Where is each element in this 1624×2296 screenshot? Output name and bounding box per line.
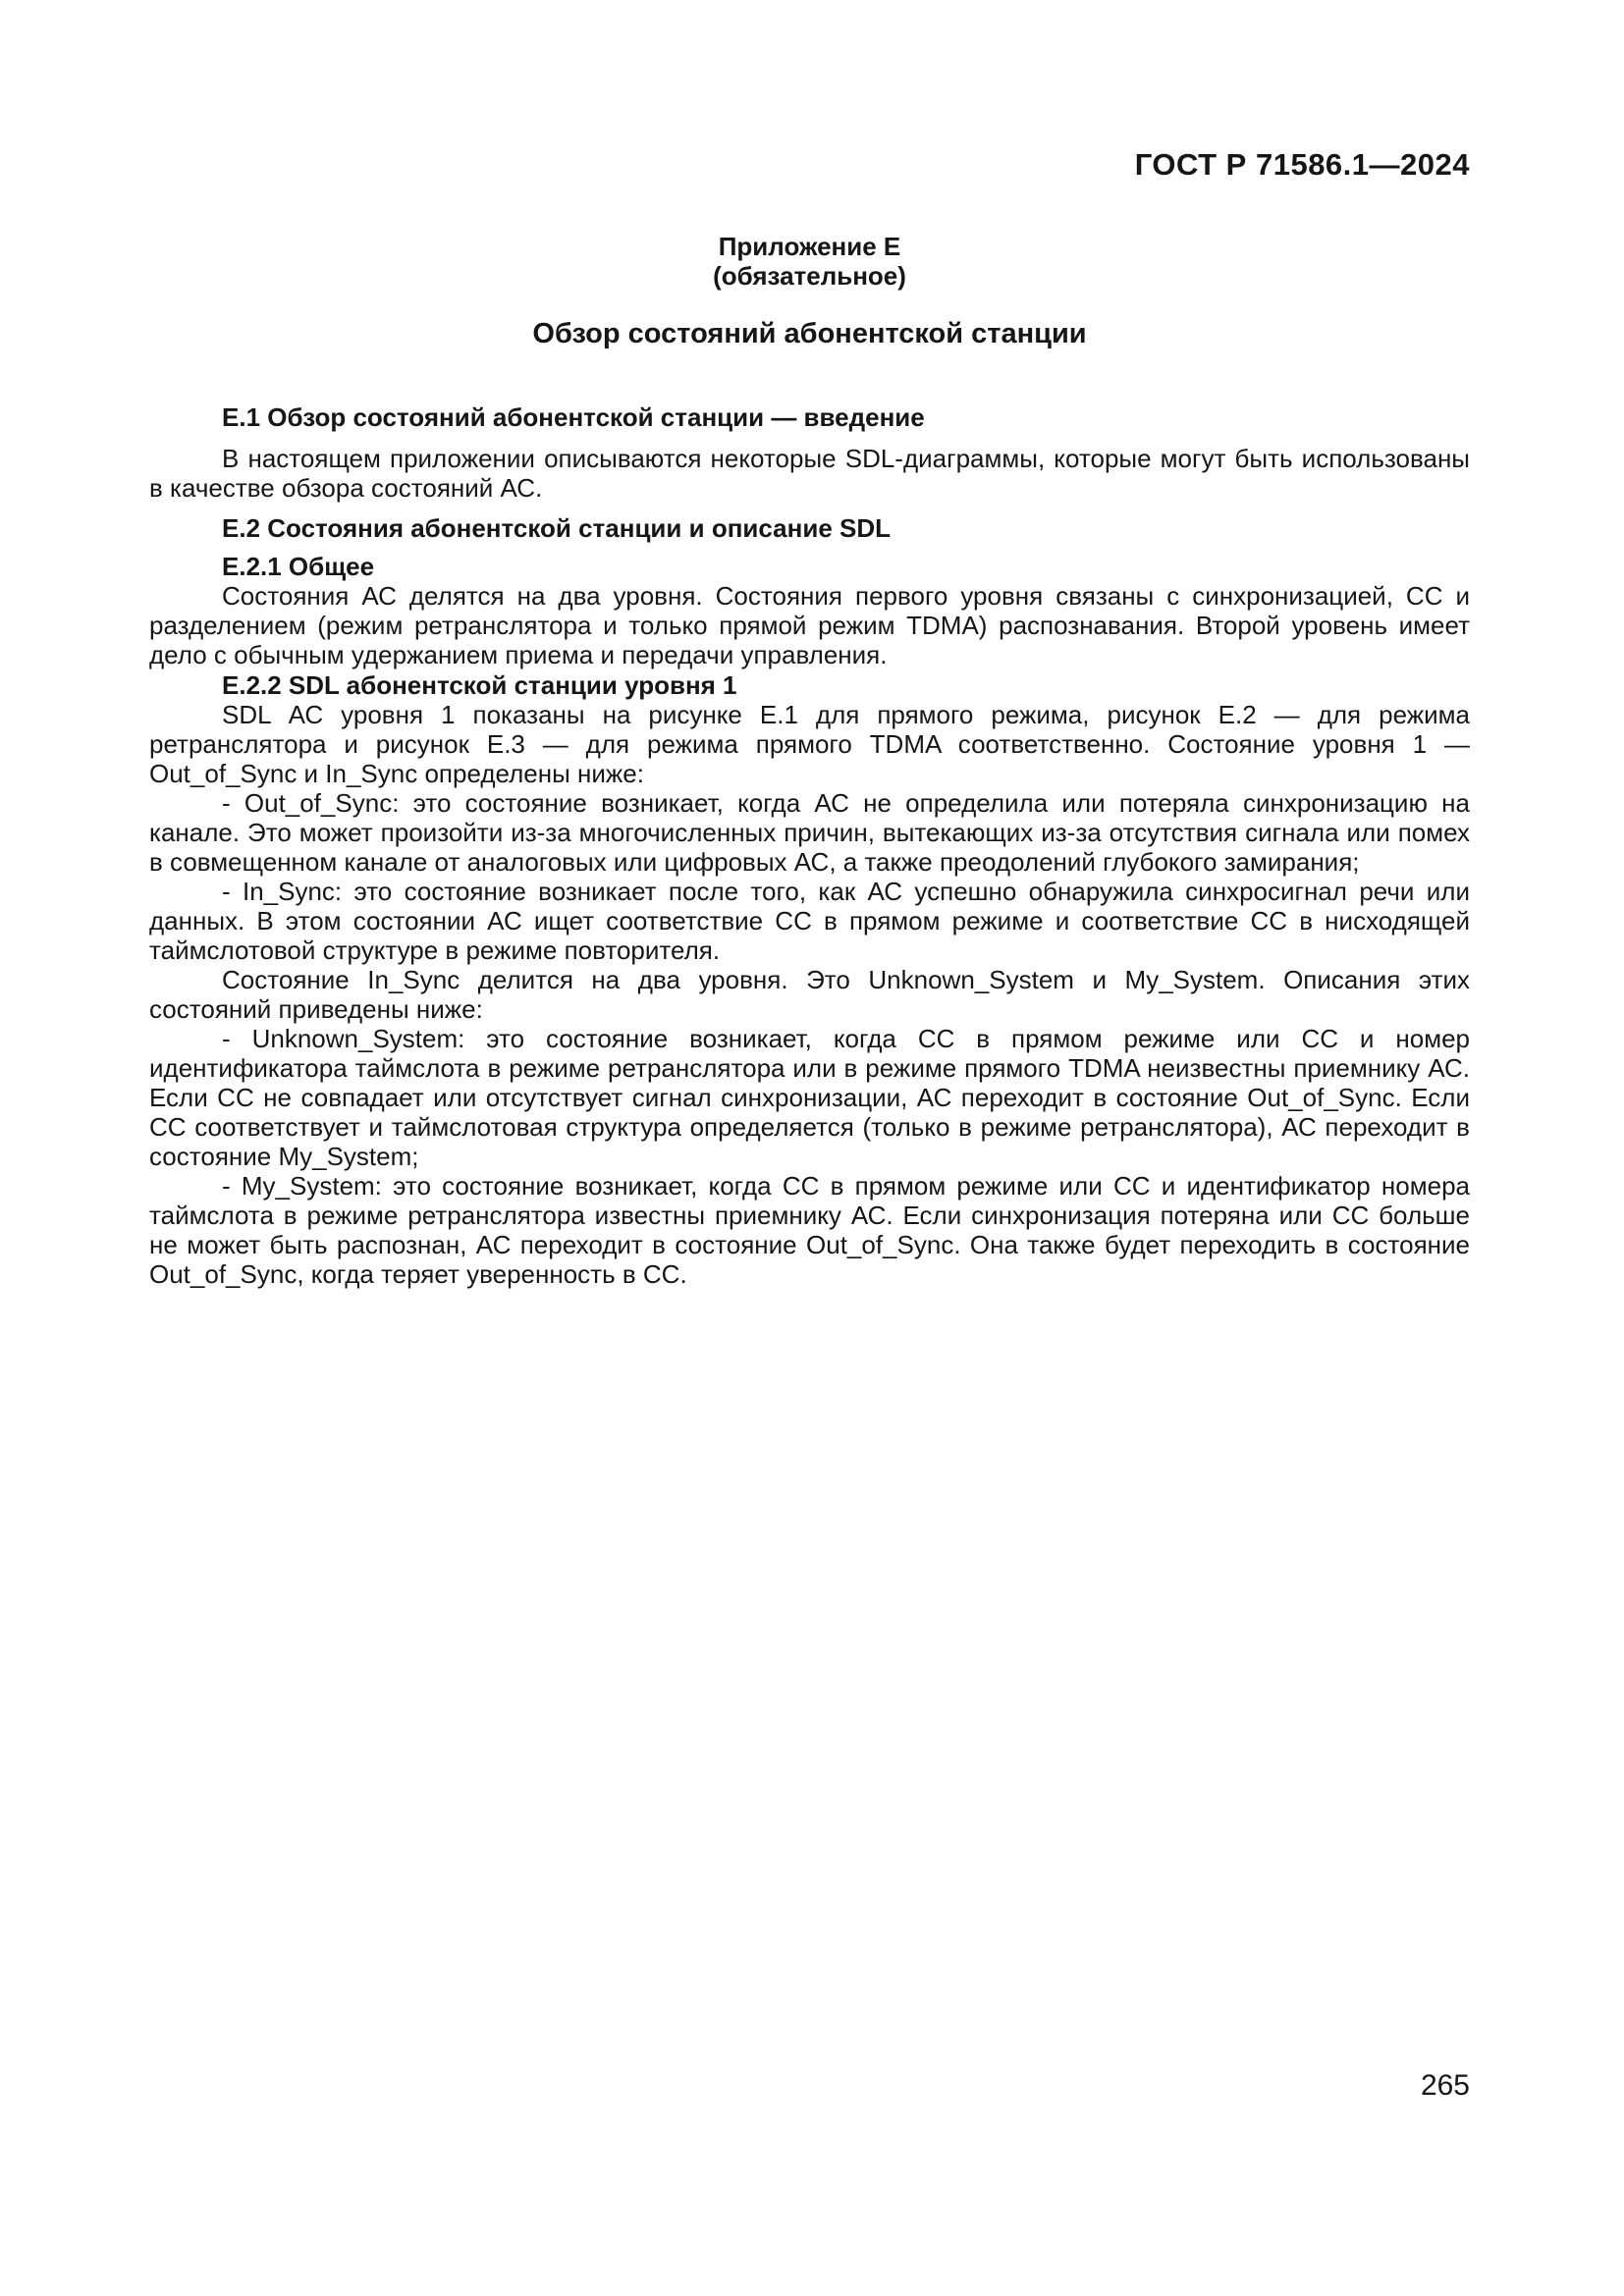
paragraph-sdl-intro: SDL АС уровня 1 показаны на рисунке Е.1 для прямого режима, рисунок Е.2 — для режима ретранслятора и рисунок Е.3 — для режима прямого TDMA соответственно. Состояние уровня 1 — Out_of_Sync и In_Sync определены ниже: bbox=[149, 700, 1470, 788]
section-heading-e21: Е.2.1 Общее bbox=[222, 552, 375, 581]
page-content bbox=[149, 232, 1470, 1289]
section-heading-e2: Е.2 Состояния абонентской станции и описание SDL bbox=[222, 513, 892, 543]
section-heading-e1: Е.1 Обзор состояний абонентской станции — введение bbox=[222, 402, 925, 432]
appendix-status: (обязательное) bbox=[713, 261, 906, 291]
appendix-label: Приложение Е bbox=[718, 232, 901, 261]
section-heading-e22: Е.2.2 SDL абонентской станции уровня 1 bbox=[222, 670, 737, 700]
paragraph-intro: В настоящем приложении описываются некоторые SDL-диаграммы, которые могут быть использованы в качестве обзора состояний АС. bbox=[149, 444, 1470, 503]
paragraph-in-sync: - In_Sync: это состояние возникает после того, как АС успешно обнаружила синхросигнал речи или данных. В этом состоянии АС ищет соответствие СС в прямом режиме и соответствие СС в нисходящей таймслотовой структуре в режиме повторителя. bbox=[149, 877, 1470, 965]
paragraph-my-system: - My_System: это состояние возникает, когда СС в прямом режиме или СС и идентификатор номера таймслота в режиме ретранслятора известны приемнику АС. Если синхронизация потеряна или СС больше не может быть распознан, АС переходит в состояние Out_of_Sync. Она также будет переходить в состояние Out_of_Sync, когда теряет уверенность в СС. bbox=[149, 1171, 1470, 1289]
appendix-title: Обзор состояний абонентской станции bbox=[532, 318, 1087, 349]
paragraph-in-sync-levels: Состояние In_Sync делится на два уровня. Это Unknown_System и My_System. Описания этих состояний приведены ниже: bbox=[149, 965, 1470, 1024]
paragraph-unknown-system: - Unknown_System: это состояние возникает, когда СС в прямом режиме или СС и номер идентификатора таймслота в режиме ретранслятора или в режиме прямого TDMA неизвестны приемнику АС. Если СС не совпадает или отсутствует сигнал синхронизации, АС переходит в состояние Out_of_Sync. Если СС соответствует и таймслотовая структура определяется (только в режиме ретранслятора), АС переходит в состояние My_System; bbox=[149, 1024, 1470, 1171]
page-number: 265 bbox=[1420, 2069, 1470, 2102]
paragraph-out-of-sync: - Out_of_Sync: это состояние возникает, когда АС не определила или потеряла синхронизацию на канале. Это может произойти из-за многочисленных причин, вытекающих из-за отсутствия сигнала или помех в совмещенном канале от аналоговых или цифровых АС, а также преодолений глубокого замирания; bbox=[149, 788, 1470, 877]
document-code-header: ГОСТ Р 71586.1—2024 bbox=[1134, 147, 1470, 182]
paragraph-general: Состояния АС делятся на два уровня. Состояния первого уровня связаны с синхронизацией, СС и разделением (режим ретранслятора и только прямой режим TDMA) распознавания. Второй уровень имеет дело с обычным удержанием приема и передачи управления. bbox=[149, 581, 1470, 669]
